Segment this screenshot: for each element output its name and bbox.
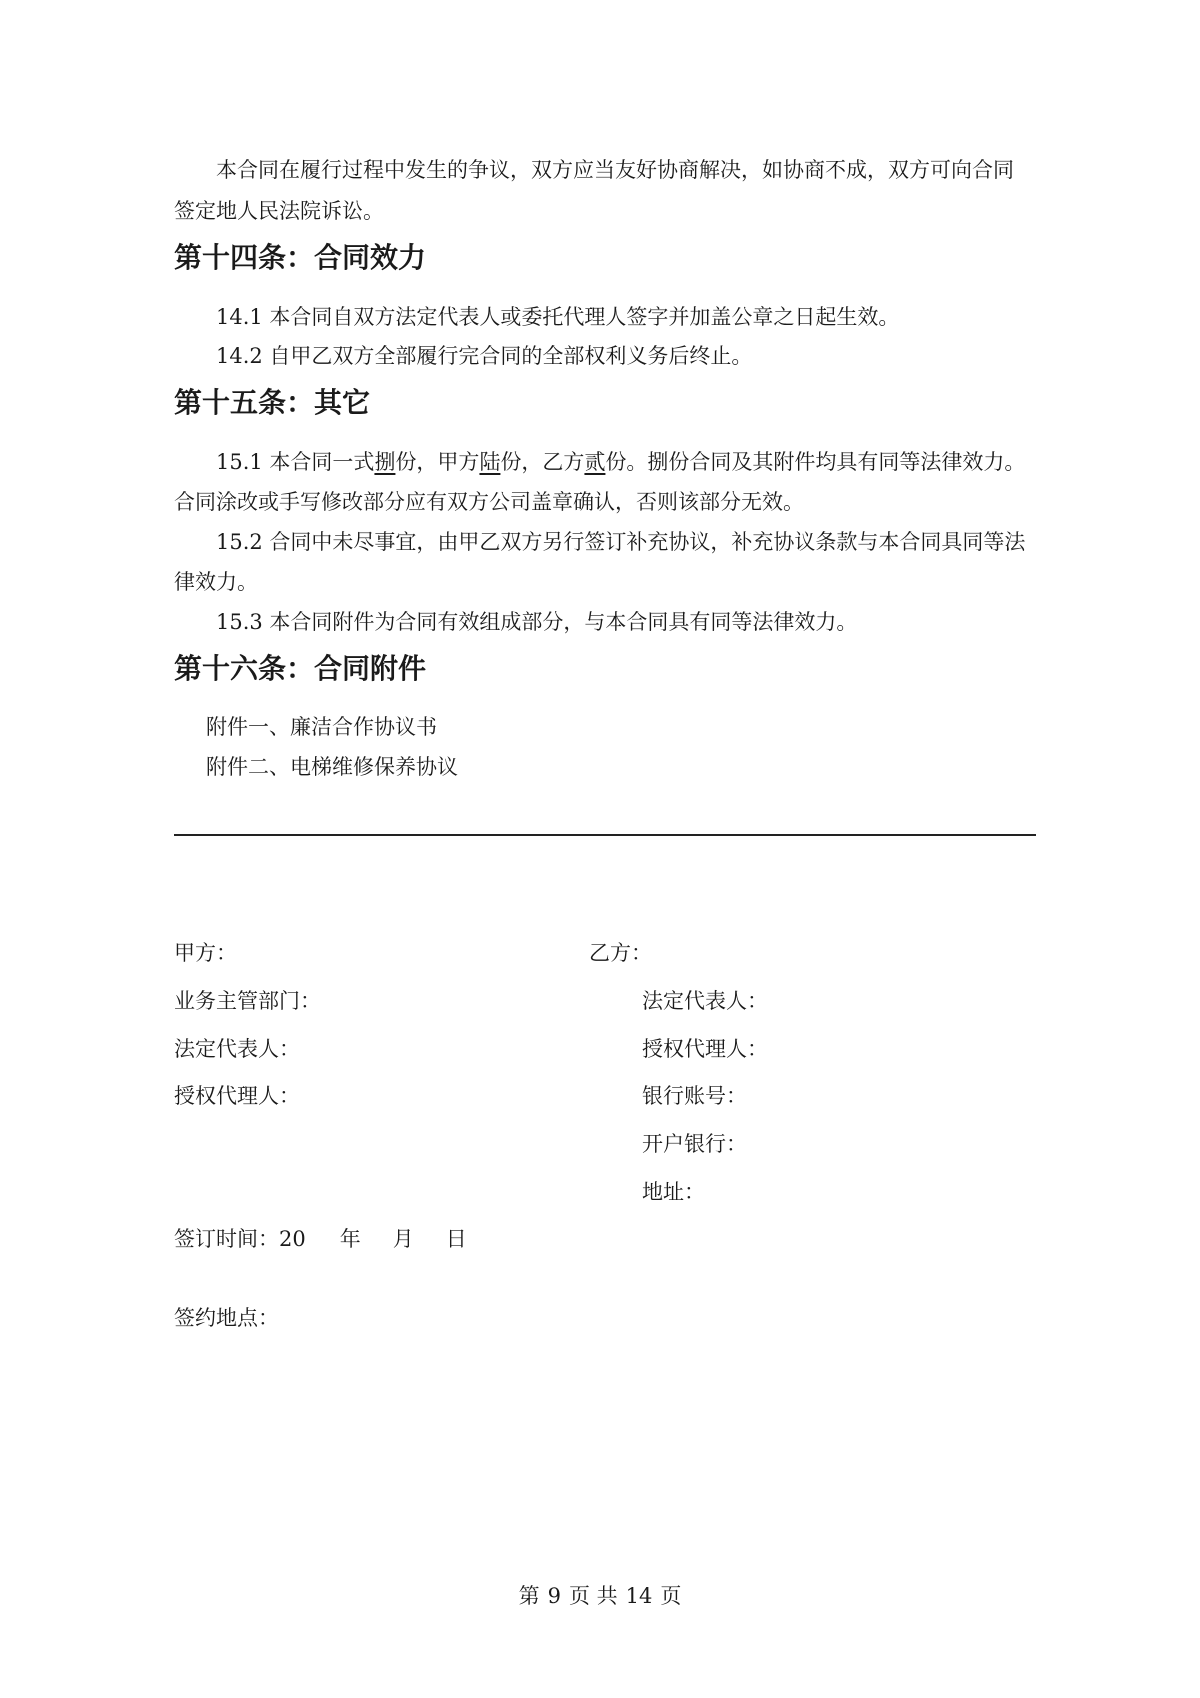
sign-place: 签约地点： xyxy=(174,1306,279,1330)
clause15-item1-part-c: 份，乙方 xyxy=(500,450,585,474)
clause15-item1 xyxy=(216,447,1025,477)
footer-mid: 页 共 xyxy=(568,1584,618,1608)
clause16-heading: 第十六条：合同附件 xyxy=(174,652,427,685)
footer-page-number: 9 xyxy=(547,1584,561,1608)
clause15-item1-part-b: 份，甲方 xyxy=(395,450,480,474)
sign-date-day: 日 xyxy=(445,1227,467,1251)
footer-page-total: 14 xyxy=(625,1584,653,1608)
party-b-agent: 授权代理人： xyxy=(642,1037,768,1061)
clause15-item1-line2: 合同涂改或手写修改部分应有双方公司盖章确认，否则该部分无效。 xyxy=(174,490,804,514)
footer-suffix: 页 xyxy=(660,1584,682,1608)
separator-line xyxy=(174,834,1036,836)
clause14-item2: 14.2 自甲乙双方全部履行完合同的全部权利义务后终止。 xyxy=(216,344,753,368)
clause15-heading: 第十五条：其它 xyxy=(174,386,371,419)
copies-party-b: 贰 xyxy=(584,450,606,474)
party-a-legal-rep: 法定代表人： xyxy=(174,1037,300,1061)
clause15-item2-line2: 律效力。 xyxy=(174,570,258,594)
clause14-item1: 14.1 本合同自双方法定代表人或委托代理人签字并加盖公章之日起生效。 xyxy=(216,305,900,329)
party-b-bank: 开户银行： xyxy=(642,1132,747,1156)
clause13-line2: 签定地人民法院诉讼。 xyxy=(174,199,384,223)
attachment-1: 附件一、廉洁合作协议书 xyxy=(206,715,437,739)
attachment-2: 附件二、电梯维修保养协议 xyxy=(206,755,458,779)
sign-date-month: 月 xyxy=(392,1227,414,1251)
party-a-agent: 授权代理人： xyxy=(174,1084,300,1108)
clause14-heading: 第十四条：合同效力 xyxy=(174,241,427,274)
party-b-account: 银行账号： xyxy=(642,1084,747,1108)
clause15-item1-part-a: 15.1 本合同一式 xyxy=(216,450,375,474)
party-b-address: 地址： xyxy=(642,1180,705,1204)
sign-date-label: 签订时间：20 xyxy=(174,1227,306,1251)
page-footer xyxy=(0,1580,1200,1610)
party-b-label: 乙方： xyxy=(589,941,652,965)
clause13-line1: 本合同在履行过程中发生的争议，双方应当友好协商解决，如协商不成，双方可向合同 xyxy=(216,158,1014,182)
party-a-dept: 业务主管部门： xyxy=(174,989,321,1013)
sign-date-year: 年 xyxy=(339,1227,361,1251)
footer-prefix: 第 xyxy=(518,1584,540,1608)
party-b-legal-rep: 法定代表人： xyxy=(642,989,768,1013)
clause15-item3: 15.3 本合同附件为合同有效组成部分，与本合同具有同等法律效力。 xyxy=(216,610,858,634)
sign-date xyxy=(174,1224,467,1254)
copies-party-a: 陆 xyxy=(479,450,501,474)
copies-total: 捌 xyxy=(374,450,396,474)
party-a-label: 甲方： xyxy=(174,941,237,965)
clause15-item1-part-d: 份。捌份合同及其附件均具有同等法律效力。 xyxy=(605,450,1026,474)
clause15-item2-line1: 15.2 合同中未尽事宜，由甲乙双方另行签订补充协议，补充协议条款与本合同具同等法 xyxy=(216,530,1026,554)
